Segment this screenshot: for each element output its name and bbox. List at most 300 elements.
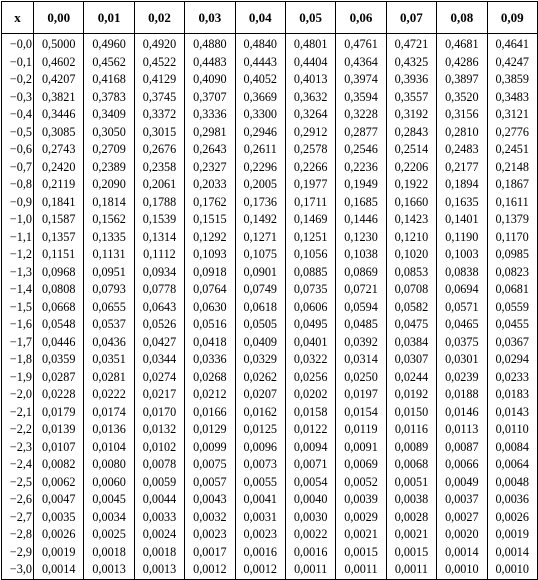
probability-cell: 0,4404 <box>285 54 335 72</box>
probability-cell: 0,1469 <box>285 211 335 229</box>
probability-cell: 0,0301 <box>437 351 487 369</box>
table-row <box>2 404 538 422</box>
probability-cell: 0,0694 <box>437 281 487 299</box>
probability-cell: 0,0367 <box>487 334 537 352</box>
probability-cell: 0,0681 <box>487 281 537 299</box>
probability-cell: 0,2776 <box>487 124 537 142</box>
table-row <box>2 106 538 124</box>
probability-cell: 0,0051 <box>386 474 436 492</box>
probability-cell: 0,3483 <box>487 89 537 107</box>
probability-cell: 0,3409 <box>84 106 134 124</box>
header-cell: 0,02 <box>134 2 184 34</box>
probability-cell: 0,0055 <box>235 474 285 492</box>
probability-cell: 0,0013 <box>84 561 134 579</box>
probability-cell: 0,0025 <box>84 526 134 544</box>
row-x-value: −1,3 <box>2 264 34 282</box>
probability-cell: 0,0239 <box>437 369 487 387</box>
table-row <box>2 176 538 194</box>
probability-cell: 0,1446 <box>336 211 386 229</box>
header-cell: 0,08 <box>437 2 487 34</box>
probability-cell: 0,2743 <box>34 141 84 159</box>
probability-cell: 0,2578 <box>285 141 335 159</box>
probability-cell: 0,1271 <box>235 229 285 247</box>
probability-cell: 0,1314 <box>134 229 184 247</box>
probability-cell: 0,2877 <box>336 124 386 142</box>
probability-cell: 0,0062 <box>34 474 84 492</box>
probability-cell: 0,4168 <box>84 71 134 89</box>
probability-cell: 0,0075 <box>185 456 235 474</box>
probability-cell: 0,0207 <box>235 386 285 404</box>
row-x-value: −1,1 <box>2 229 34 247</box>
probability-cell: 0,0314 <box>336 351 386 369</box>
table-row <box>2 211 538 229</box>
probability-cell: 0,0019 <box>34 544 84 562</box>
table-row <box>2 141 538 159</box>
probability-cell: 0,1562 <box>84 211 134 229</box>
probability-cell: 0,4483 <box>185 54 235 72</box>
probability-cell: 0,0024 <box>134 526 184 544</box>
probability-cell: 0,0192 <box>386 386 436 404</box>
probability-cell: 0,1401 <box>437 211 487 229</box>
header-cell: 0,05 <box>285 2 335 34</box>
probability-cell: 0,0166 <box>185 404 235 422</box>
row-x-value: −2,1 <box>2 404 34 422</box>
probability-cell: 0,0143 <box>487 404 537 422</box>
table-row <box>2 369 538 387</box>
table-row <box>2 509 538 527</box>
probability-cell: 0,0162 <box>235 404 285 422</box>
probability-cell: 0,3974 <box>336 71 386 89</box>
probability-cell: 0,0281 <box>84 369 134 387</box>
probability-cell: 0,2912 <box>285 124 335 142</box>
probability-cell: 0,0735 <box>285 281 335 299</box>
probability-cell: 0,0287 <box>34 369 84 387</box>
probability-cell: 0,0087 <box>437 439 487 457</box>
probability-cell: 0,0037 <box>437 491 487 509</box>
table-row <box>2 299 538 317</box>
probability-cell: 0,4013 <box>285 71 335 89</box>
probability-cell: 0,1814 <box>84 194 134 212</box>
probability-cell: 0,0630 <box>185 299 235 317</box>
row-x-value: −2,7 <box>2 509 34 527</box>
table-row <box>2 229 538 247</box>
probability-cell: 0,3821 <box>34 89 84 107</box>
probability-cell: 0,0409 <box>235 334 285 352</box>
probability-cell: 0,1131 <box>84 246 134 264</box>
probability-cell: 0,2033 <box>185 176 235 194</box>
probability-cell: 0,0071 <box>285 456 335 474</box>
probability-cell: 0,4920 <box>134 34 184 54</box>
probability-cell: 0,0014 <box>437 544 487 562</box>
probability-cell: 0,4681 <box>437 34 487 54</box>
probability-cell: 0,3707 <box>185 89 235 107</box>
header-cell: 0,00 <box>34 2 84 34</box>
probability-cell: 0,0329 <box>235 351 285 369</box>
header-cell: 0,07 <box>386 2 436 34</box>
probability-cell: 0,0043 <box>185 491 235 509</box>
probability-cell: 0,1038 <box>336 246 386 264</box>
probability-cell: 0,0582 <box>386 299 436 317</box>
probability-cell: 0,1894 <box>437 176 487 194</box>
probability-cell: 0,1230 <box>336 229 386 247</box>
probability-cell: 0,0049 <box>437 474 487 492</box>
header-cell: 0,09 <box>487 2 537 34</box>
probability-cell: 0,0262 <box>235 369 285 387</box>
probability-cell: 0,0427 <box>134 334 184 352</box>
probability-cell: 0,3859 <box>487 71 537 89</box>
probability-cell: 0,4721 <box>386 34 436 54</box>
probability-cell: 0,1611 <box>487 194 537 212</box>
table-row <box>2 421 538 439</box>
normal-distribution-table <box>1 1 538 580</box>
probability-cell: 0,4562 <box>84 54 134 72</box>
probability-cell: 0,0033 <box>134 509 184 527</box>
probability-cell: 0,0011 <box>285 561 335 579</box>
probability-cell: 0,0029 <box>336 509 386 527</box>
probability-cell: 0,0015 <box>336 544 386 562</box>
probability-cell: 0,0122 <box>285 421 335 439</box>
probability-cell: 0,2709 <box>84 141 134 159</box>
probability-cell: 0,0020 <box>437 526 487 544</box>
row-x-value: −0,8 <box>2 176 34 194</box>
probability-cell: 0,0183 <box>487 386 537 404</box>
probability-cell: 0,1711 <box>285 194 335 212</box>
row-x-value: −1,8 <box>2 351 34 369</box>
probability-cell: 0,1922 <box>386 176 436 194</box>
probability-cell: 0,0336 <box>185 351 235 369</box>
table-row <box>2 316 538 334</box>
probability-cell: 0,1292 <box>185 229 235 247</box>
probability-cell: 0,1762 <box>185 194 235 212</box>
probability-cell: 0,0475 <box>386 316 436 334</box>
table-row <box>2 34 538 54</box>
row-x-value: −0,2 <box>2 71 34 89</box>
probability-cell: 0,0655 <box>84 299 134 317</box>
probability-cell: 0,0446 <box>34 334 84 352</box>
probability-cell: 0,2206 <box>386 159 436 177</box>
probability-cell: 0,3936 <box>386 71 436 89</box>
probability-cell: 0,0256 <box>285 369 335 387</box>
probability-cell: 0,1587 <box>34 211 84 229</box>
probability-cell: 0,3897 <box>437 71 487 89</box>
probability-cell: 0,0537 <box>84 316 134 334</box>
probability-cell: 0,0064 <box>487 456 537 474</box>
probability-cell: 0,3156 <box>437 106 487 124</box>
probability-cell: 0,3300 <box>235 106 285 124</box>
probability-cell: 0,0465 <box>437 316 487 334</box>
probability-cell: 0,0021 <box>336 526 386 544</box>
probability-cell: 0,0107 <box>34 439 84 457</box>
probability-cell: 0,1112 <box>134 246 184 264</box>
probability-cell: 0,0418 <box>185 334 235 352</box>
probability-cell: 0,1660 <box>386 194 436 212</box>
probability-cell: 0,4960 <box>84 34 134 54</box>
probability-cell: 0,4247 <box>487 54 537 72</box>
probability-cell: 0,0023 <box>235 526 285 544</box>
probability-cell: 0,0344 <box>134 351 184 369</box>
row-x-value: −2,3 <box>2 439 34 457</box>
probability-cell: 0,0618 <box>235 299 285 317</box>
probability-cell: 0,0044 <box>134 491 184 509</box>
table-row <box>2 491 538 509</box>
table-body <box>2 34 538 580</box>
probability-cell: 0,0351 <box>84 351 134 369</box>
probability-cell: 0,3192 <box>386 106 436 124</box>
probability-cell: 0,0250 <box>336 369 386 387</box>
probability-cell: 0,3783 <box>84 89 134 107</box>
row-x-value: −2,4 <box>2 456 34 474</box>
probability-cell: 0,0022 <box>285 526 335 544</box>
probability-cell: 0,0078 <box>134 456 184 474</box>
probability-cell: 0,0016 <box>235 544 285 562</box>
row-x-value: −0,6 <box>2 141 34 159</box>
probability-cell: 0,2611 <box>235 141 285 159</box>
probability-cell: 0,0084 <box>487 439 537 457</box>
header-cell: 0,04 <box>235 2 285 34</box>
probability-cell: 0,0010 <box>487 561 537 579</box>
probability-cell: 0,1056 <box>285 246 335 264</box>
probability-cell: 0,0455 <box>487 316 537 334</box>
probability-cell: 0,0013 <box>134 561 184 579</box>
table-row <box>2 159 538 177</box>
probability-cell: 0,2981 <box>185 124 235 142</box>
table-row <box>2 456 538 474</box>
table-row <box>2 194 538 212</box>
probability-cell: 0,4840 <box>235 34 285 54</box>
row-x-value: −0,1 <box>2 54 34 72</box>
header-cell-x: x <box>2 2 34 34</box>
probability-cell: 0,0764 <box>185 281 235 299</box>
probability-cell: 0,0110 <box>487 421 537 439</box>
probability-cell: 0,0901 <box>235 264 285 282</box>
probability-cell: 0,0129 <box>185 421 235 439</box>
probability-cell: 0,0436 <box>84 334 134 352</box>
probability-cell: 0,2420 <box>34 159 84 177</box>
probability-cell: 0,0516 <box>185 316 235 334</box>
probability-cell: 0,0019 <box>487 526 537 544</box>
probability-cell: 0,0202 <box>285 386 335 404</box>
probability-cell: 0,0099 <box>185 439 235 457</box>
probability-cell: 0,3446 <box>34 106 84 124</box>
header-cell: 0,06 <box>336 2 386 34</box>
probability-cell: 0,0721 <box>336 281 386 299</box>
probability-cell: 0,4129 <box>134 71 184 89</box>
probability-cell: 0,4801 <box>285 34 335 54</box>
probability-cell: 0,0015 <box>386 544 436 562</box>
probability-cell: 0,0495 <box>285 316 335 334</box>
probability-cell: 0,1949 <box>336 176 386 194</box>
table-row <box>2 474 538 492</box>
probability-cell: 0,0113 <box>437 421 487 439</box>
row-x-value: −0,5 <box>2 124 34 142</box>
probability-cell: 0,3015 <box>134 124 184 142</box>
probability-cell: 0,1977 <box>285 176 335 194</box>
probability-cell: 0,0968 <box>34 264 84 282</box>
probability-cell: 0,0054 <box>285 474 335 492</box>
probability-cell: 0,2546 <box>336 141 386 159</box>
row-x-value: −2,0 <box>2 386 34 404</box>
probability-cell: 0,2148 <box>487 159 537 177</box>
probability-cell: 0,4880 <box>185 34 235 54</box>
row-x-value: −0,7 <box>2 159 34 177</box>
table-row <box>2 351 538 369</box>
probability-cell: 0,2327 <box>185 159 235 177</box>
row-x-value: −0,9 <box>2 194 34 212</box>
probability-cell: 0,0026 <box>487 509 537 527</box>
row-x-value: −1,6 <box>2 316 34 334</box>
probability-cell: 0,0096 <box>235 439 285 457</box>
probability-cell: 0,0708 <box>386 281 436 299</box>
probability-cell: 0,0222 <box>84 386 134 404</box>
probability-cell: 0,4052 <box>235 71 285 89</box>
probability-cell: 0,0838 <box>437 264 487 282</box>
probability-cell: 0,0057 <box>185 474 235 492</box>
probability-cell: 0,0021 <box>386 526 436 544</box>
probability-cell: 0,0139 <box>34 421 84 439</box>
probability-cell: 0,0080 <box>84 456 134 474</box>
probability-cell: 0,0014 <box>487 544 537 562</box>
table-row <box>2 544 538 562</box>
probability-cell: 0,0985 <box>487 246 537 264</box>
probability-cell: 0,0048 <box>487 474 537 492</box>
probability-cell: 0,0401 <box>285 334 335 352</box>
probability-cell: 0,0158 <box>285 404 335 422</box>
probability-cell: 0,0668 <box>34 299 84 317</box>
probability-cell: 0,0823 <box>487 264 537 282</box>
probability-cell: 0,0188 <box>437 386 487 404</box>
row-x-value: −1,0 <box>2 211 34 229</box>
probability-cell: 0,0040 <box>285 491 335 509</box>
header-cell: 0,03 <box>185 2 235 34</box>
probability-cell: 0,0091 <box>336 439 386 457</box>
probability-cell: 0,0951 <box>84 264 134 282</box>
probability-cell: 0,2810 <box>437 124 487 142</box>
row-x-value: −2,9 <box>2 544 34 562</box>
probability-cell: 0,3228 <box>336 106 386 124</box>
probability-cell: 0,0082 <box>34 456 84 474</box>
probability-cell: 0,0548 <box>34 316 84 334</box>
probability-cell: 0,0036 <box>487 491 537 509</box>
probability-cell: 0,0244 <box>386 369 436 387</box>
probability-cell: 0,2643 <box>185 141 235 159</box>
probability-cell: 0,0375 <box>437 334 487 352</box>
probability-cell: 0,3121 <box>487 106 537 124</box>
probability-cell: 0,0035 <box>34 509 84 527</box>
probability-cell: 0,0307 <box>386 351 436 369</box>
probability-cell: 0,0028 <box>386 509 436 527</box>
probability-cell: 0,0059 <box>134 474 184 492</box>
header-cell: 0,01 <box>84 2 134 34</box>
probability-cell: 0,1093 <box>185 246 235 264</box>
probability-cell: 0,1515 <box>185 211 235 229</box>
row-x-value: −2,2 <box>2 421 34 439</box>
probability-cell: 0,4286 <box>437 54 487 72</box>
table-row <box>2 54 538 72</box>
row-x-value: −3,0 <box>2 561 34 579</box>
probability-cell: 0,0010 <box>437 561 487 579</box>
probability-cell: 0,0089 <box>386 439 436 457</box>
probability-cell: 0,3264 <box>285 106 335 124</box>
probability-cell: 0,0011 <box>336 561 386 579</box>
probability-cell: 0,0885 <box>285 264 335 282</box>
probability-cell: 0,0136 <box>84 421 134 439</box>
probability-cell: 0,0749 <box>235 281 285 299</box>
probability-cell: 0,0778 <box>134 281 184 299</box>
probability-cell: 0,0066 <box>437 456 487 474</box>
probability-cell: 0,1492 <box>235 211 285 229</box>
row-x-value: −2,8 <box>2 526 34 544</box>
probability-cell: 0,2946 <box>235 124 285 142</box>
probability-cell: 0,0104 <box>84 439 134 457</box>
row-x-value: −2,5 <box>2 474 34 492</box>
row-x-value: −1,7 <box>2 334 34 352</box>
probability-cell: 0,1020 <box>386 246 436 264</box>
table-row <box>2 124 538 142</box>
row-x-value: −0,3 <box>2 89 34 107</box>
probability-cell: 0,0559 <box>487 299 537 317</box>
probability-cell: 0,1210 <box>386 229 436 247</box>
row-x-value: −1,9 <box>2 369 34 387</box>
probability-cell: 0,0032 <box>185 509 235 527</box>
probability-cell: 0,2005 <box>235 176 285 194</box>
row-x-value: −1,5 <box>2 299 34 317</box>
probability-cell: 0,0918 <box>185 264 235 282</box>
probability-cell: 0,3520 <box>437 89 487 107</box>
probability-cell: 0,1357 <box>34 229 84 247</box>
probability-cell: 0,0045 <box>84 491 134 509</box>
probability-cell: 0,1867 <box>487 176 537 194</box>
row-x-value: −1,4 <box>2 281 34 299</box>
probability-cell: 0,0228 <box>34 386 84 404</box>
probability-cell: 0,2177 <box>437 159 487 177</box>
probability-cell: 0,1635 <box>437 194 487 212</box>
probability-cell: 0,4364 <box>336 54 386 72</box>
row-x-value: −1,2 <box>2 246 34 264</box>
probability-cell: 0,0197 <box>336 386 386 404</box>
probability-cell: 0,0023 <box>185 526 235 544</box>
probability-cell: 0,2296 <box>235 159 285 177</box>
probability-cell: 0,3594 <box>336 89 386 107</box>
probability-cell: 0,4761 <box>336 34 386 54</box>
probability-cell: 0,1335 <box>84 229 134 247</box>
probability-cell: 0,4641 <box>487 34 537 54</box>
probability-cell: 0,2843 <box>386 124 436 142</box>
probability-cell: 0,1170 <box>487 229 537 247</box>
probability-cell: 0,2090 <box>84 176 134 194</box>
probability-cell: 0,0179 <box>34 404 84 422</box>
probability-cell: 0,2061 <box>134 176 184 194</box>
probability-cell: 0,2236 <box>336 159 386 177</box>
probability-cell: 0,0039 <box>336 491 386 509</box>
probability-cell: 0,1190 <box>437 229 487 247</box>
probability-cell: 0,0052 <box>336 474 386 492</box>
probability-cell: 0,0217 <box>134 386 184 404</box>
probability-cell: 0,0170 <box>134 404 184 422</box>
probability-cell: 0,0012 <box>185 561 235 579</box>
probability-cell: 0,0233 <box>487 369 537 387</box>
probability-cell: 0,0505 <box>235 316 285 334</box>
row-x-value: −0,4 <box>2 106 34 124</box>
probability-cell: 0,1075 <box>235 246 285 264</box>
probability-cell: 0,3085 <box>34 124 84 142</box>
probability-cell: 0,1539 <box>134 211 184 229</box>
probability-cell: 0,0027 <box>437 509 487 527</box>
table-row <box>2 526 538 544</box>
probability-cell: 0,0094 <box>285 439 335 457</box>
probability-cell: 0,0060 <box>84 474 134 492</box>
probability-cell: 0,0068 <box>386 456 436 474</box>
table-row <box>2 71 538 89</box>
